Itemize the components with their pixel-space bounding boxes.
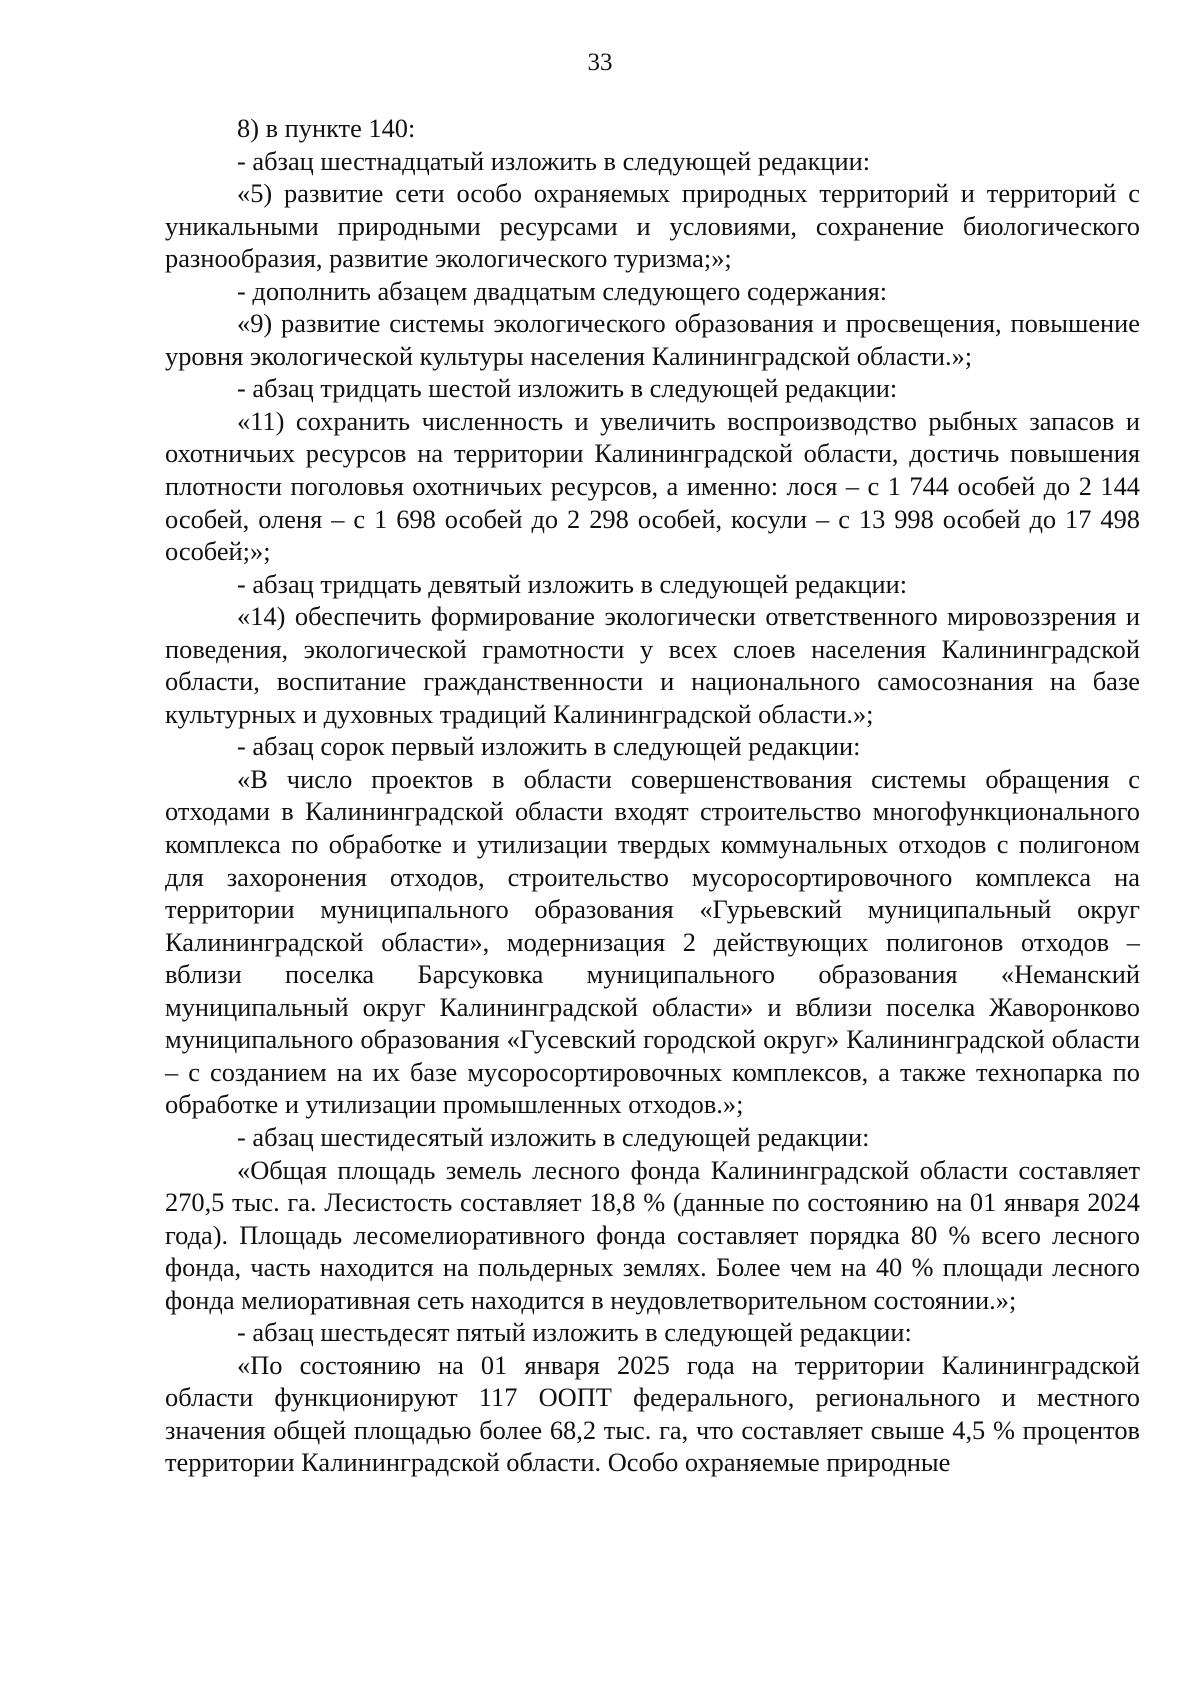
paragraph-instruction-36: - абзац тридцать шестой изложить в следующей редакции: [237,373,898,404]
paragraph-quote-waste-projects: «В число проектов в области совершенствования системы обращения с отходами в Калининградской области входят строительство многофункционального комплекса по обработке и утилизации твердых коммунальных отходов с полигоном для захоронения отходов, строительство мусоросортировочного комплекса на территории муниципального образования «Гурьевский муниципальный округ Калининградской области», модернизация 2 действующих полигонов отходов – вблизи поселка Барсуковка муниципального образования «Неманский муниципальный округ Калининградской области» и вблизи поселка Жаворонково муниципального образования «Гусевский городской округ» Калининградской области – с созданием на их базе мусоросортировочных комплексов, а также технопарка по обработке и утилизации промышленных отходов.»; [165,763,1140,1120]
paragraph-item-8: 8) в пункте 140: [237,113,416,143]
paragraph-quote-9: «9) развитие системы экологического образования и просвещения, повышение уровня экологической культуры населения Калининградской области.»; [165,308,1140,371]
paragraph-quote-11: «11) сохранить численность и увеличить воспроизводство рыбных запасов и охотничьих ресурсов на территории Калининградской области, достичь повышения плотности поголовья охотничьих ресурсов, а именно: лося – с 1 744 особей до 2 144 особей, оленя – с 1 698 особей до 2 298 особей, косули – с 13 998 особей до 17 498 особей;»; [165,405,1140,567]
paragraph-instruction-20: - дополнить абзацем двадцатым следующего содержания: [237,275,888,306]
paragraph-instruction-39: - абзац тридцать девятый изложить в следующей редакции: [237,568,908,599]
paragraph-quote-forest-fund: «Общая площадь земель лесного фонда Калининградской области составляет 270,5 тыс. га. Лесистость составляет 18,8 % (данные по состоянию на 01 января 2024 года). Площадь лесомелиоративного фонда составляет порядка 80 % всего лесного фонда, часть находится на польдерных землях. Более чем на 40 % площади лесного фонда мелиоративная сеть находится в неудовлетворительном состоянии.»; [165,1154,1140,1315]
paragraph-instruction-60: - абзац шестидесятый изложить в следующей редакции: [237,1121,870,1152]
paragraph-instruction-41: - абзац сорок первый изложить в следующей редакции: [237,731,861,762]
paragraph-instruction-16: - абзац шестнадцатый изложить в следующей редакции: [237,145,871,176]
page-number: 33 [587,49,613,76]
paragraph-instruction-65: - абзац шестьдесят пятый изложить в следующей редакции: [237,1317,912,1348]
paragraph-quote-5: «5) развитие сети особо охраняемых природных территорий и территорий с уникальными природными ресурсами и условиями, сохранение биологического разнообразия, развитие экологического туризма;»; [165,178,1140,274]
paragraph-quote-14: «14) обеспечить формирование экологически ответственного мировоззрения и поведения, экологической грамотности у всех слоев населения Калининградской области, воспитание гражданственности и национального самосознания на базе культурных и духовных традиций Калининградской области.»; [165,601,1140,729]
paragraph-quote-protected-areas: «По состоянию на 01 января 2025 года на территории Калининградской области функционируют 117 ООПТ федерального, регионального и местного значения общей площадью более 68,2 тыс. га, что составляет свыше 4,5 % процентов территории Калининградской области. Особо охраняемые природные [165,1349,1140,1478]
document-body [165,112,1140,1479]
